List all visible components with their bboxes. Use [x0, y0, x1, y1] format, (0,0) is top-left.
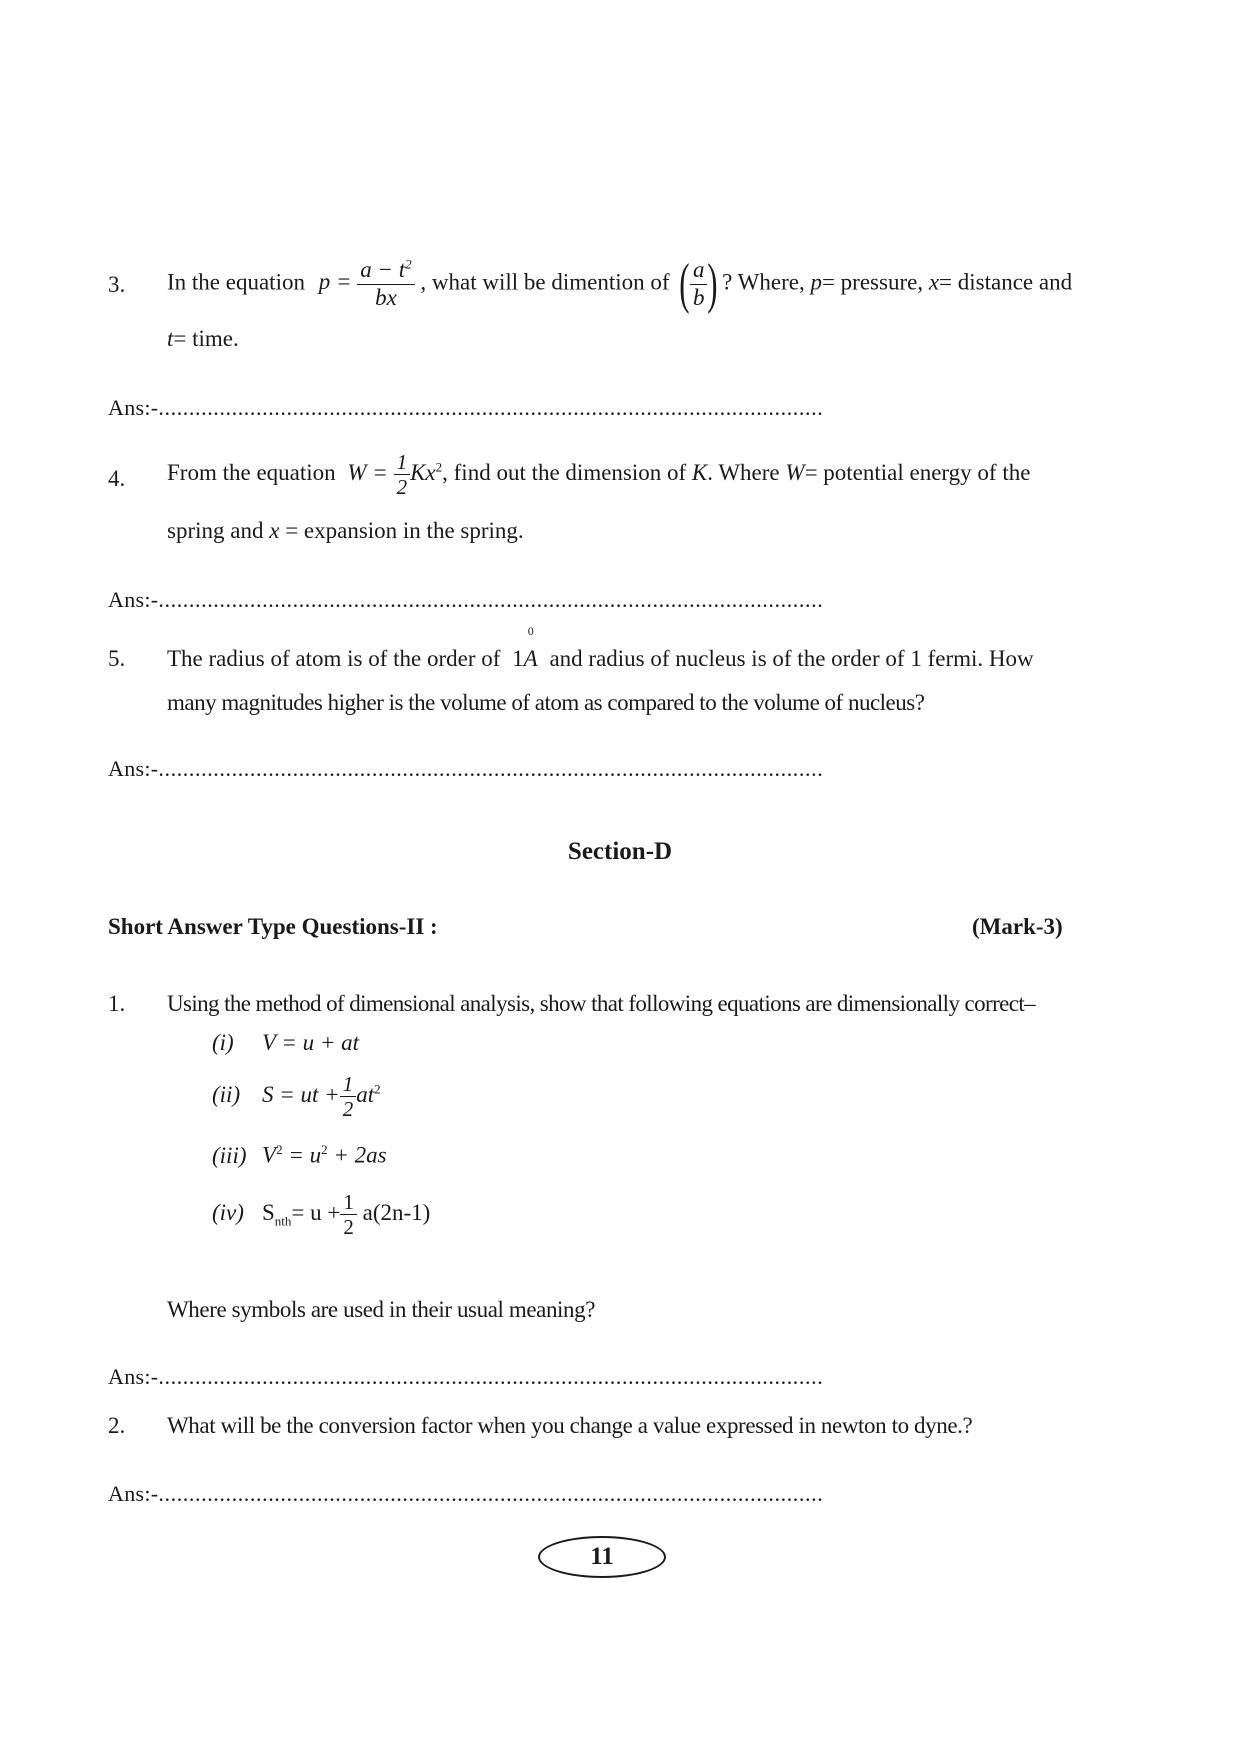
- equation-item: [212, 1030, 359, 1056]
- right-parenthesis: ): [707, 253, 718, 315]
- answer-line[interactable]: [108, 395, 823, 421]
- item-equation-a: V: [262, 1142, 277, 1168]
- item-equation: V = u + at: [262, 1030, 360, 1055]
- answer-dots: .............................................................................................................: [158, 1481, 824, 1506]
- x-definition: = distance and: [939, 269, 1073, 295]
- answer-line[interactable]: [108, 1481, 823, 1507]
- ratio-denominator: b: [690, 284, 708, 311]
- answer-label: Ans:-: [108, 1481, 159, 1506]
- question-3-intro: In the equation: [167, 269, 305, 295]
- item-equation-c: a(2n-1): [362, 1199, 431, 1225]
- question-3-line-1: [167, 253, 1073, 315]
- answer-dots: .............................................................................................................: [158, 395, 824, 420]
- answer-dots: .............................................................................................................: [158, 756, 824, 781]
- question-3-line-2: [167, 326, 239, 352]
- variable-w: W: [785, 459, 805, 485]
- answer-line[interactable]: [108, 756, 823, 782]
- question-number: 1.: [108, 991, 126, 1016]
- fraction-numerator: 1: [342, 1072, 354, 1096]
- question-3-mid: , what will be dimention of: [420, 269, 670, 295]
- ratio-fraction: [690, 257, 708, 311]
- item-label: (iii): [212, 1142, 247, 1168]
- ratio-numerator: a: [692, 257, 705, 283]
- angstrom-value: 1: [512, 646, 524, 671]
- question-d1-text: Using the method of dimensional analysis, show that following equations are dimensionally correct–: [167, 991, 1036, 1016]
- half-fraction: [394, 450, 411, 499]
- equation-lhs: p =: [318, 269, 352, 295]
- item-equation-b: = u: [288, 1142, 322, 1168]
- question-5-text-a: The radius of atom is of the order of: [167, 646, 501, 671]
- equation-item: [212, 1142, 387, 1169]
- fraction-numerator: 1: [396, 450, 408, 474]
- question-number: 4.: [108, 466, 126, 491]
- section-title: Section-D: [567, 838, 673, 865]
- p-definition: = pressure,: [821, 269, 924, 295]
- question-4-mid: , find out the dimension of: [442, 459, 687, 485]
- fraction-numerator: a − t: [360, 257, 406, 283]
- question-d1-footer: Where symbols are used in their usual meaning?: [167, 1297, 596, 1322]
- angstrom-letter: A: [523, 646, 538, 671]
- fraction-denominator: bx: [357, 284, 414, 311]
- answer-dots: .............................................................................................................: [158, 587, 824, 612]
- equation-lhs: W =: [347, 459, 388, 485]
- superscript: 2: [405, 256, 412, 272]
- angstrom-mark: 0: [527, 624, 534, 638]
- answer-line[interactable]: [108, 1364, 823, 1390]
- question-number: 2.: [108, 1413, 126, 1438]
- left-parenthesis: (: [679, 253, 690, 315]
- variable-t: t: [167, 326, 174, 351]
- fraction-numerator: 1: [343, 1190, 354, 1214]
- half-fraction: [340, 1190, 357, 1239]
- superscript: 2: [374, 1081, 381, 1097]
- question-5-text-b: and radius of nucleus is of the order of 1 fermi. How: [549, 646, 1034, 671]
- item-equation-b: = u +: [291, 1199, 341, 1225]
- question-4-line-2: [167, 518, 524, 544]
- variable-x: x: [928, 269, 940, 295]
- angstrom-symbol: [523, 624, 538, 672]
- answer-label: Ans:-: [108, 587, 159, 612]
- answer-label: Ans:-: [108, 395, 159, 420]
- equation-item: [212, 1190, 430, 1239]
- subsection-title: Short Answer Type Questions-II :: [108, 914, 438, 939]
- answer-line[interactable]: [108, 587, 823, 613]
- fraction-denominator: 2: [394, 474, 411, 499]
- equation-rhs: Kx: [410, 459, 436, 485]
- item-equation-b: at: [356, 1081, 375, 1107]
- variable-p: p: [810, 269, 822, 295]
- item-label: (iv): [212, 1199, 244, 1225]
- question-number: 3.: [108, 272, 126, 297]
- variable-k: K: [691, 459, 708, 485]
- fraction-denominator: 2: [340, 1096, 357, 1121]
- item-equation-c: + 2as: [333, 1142, 387, 1168]
- question-d2-text: What will be the conversion factor when you change a value expressed in newton to dyne.?: [167, 1413, 973, 1438]
- page-number: 11: [538, 1536, 666, 1578]
- answer-label: Ans:-: [108, 756, 159, 781]
- where-text: . Where: [707, 459, 780, 485]
- question-4-line-1: [167, 450, 1030, 499]
- question-3-tail: ? Where,: [722, 269, 805, 295]
- x-definition: = expansion in the spring.: [285, 518, 524, 543]
- question-5-line-1: [167, 624, 1034, 672]
- answer-label: Ans:-: [108, 1364, 159, 1389]
- variable-x: x: [269, 518, 280, 543]
- superscript: 2: [276, 1142, 283, 1157]
- item-label: (ii): [212, 1081, 241, 1107]
- marks-label: (Mark-3): [972, 914, 1063, 939]
- superscript: 2: [321, 1142, 328, 1157]
- line2-text: spring and: [167, 518, 264, 543]
- item-label: (i): [212, 1030, 234, 1055]
- equation-item: [212, 1072, 381, 1121]
- equation-fraction: [357, 257, 414, 311]
- item-equation-a: S = ut +: [262, 1081, 340, 1107]
- superscript: 2: [435, 459, 443, 475]
- item-equation-a: S: [262, 1199, 275, 1225]
- half-fraction: [340, 1072, 357, 1121]
- fraction-denominator: 2: [340, 1214, 357, 1239]
- subscript: nth: [274, 1213, 292, 1229]
- question-5-line-2: many magnitudes higher is the volume of atom as compared to the volume of nucleus?: [167, 690, 925, 715]
- answer-dots: .............................................................................................................: [158, 1364, 824, 1389]
- w-definition: = potential energy of the: [804, 459, 1031, 485]
- question-4-intro: From the equation: [167, 459, 336, 485]
- question-number: 5.: [108, 646, 126, 671]
- t-definition: = time.: [173, 326, 239, 351]
